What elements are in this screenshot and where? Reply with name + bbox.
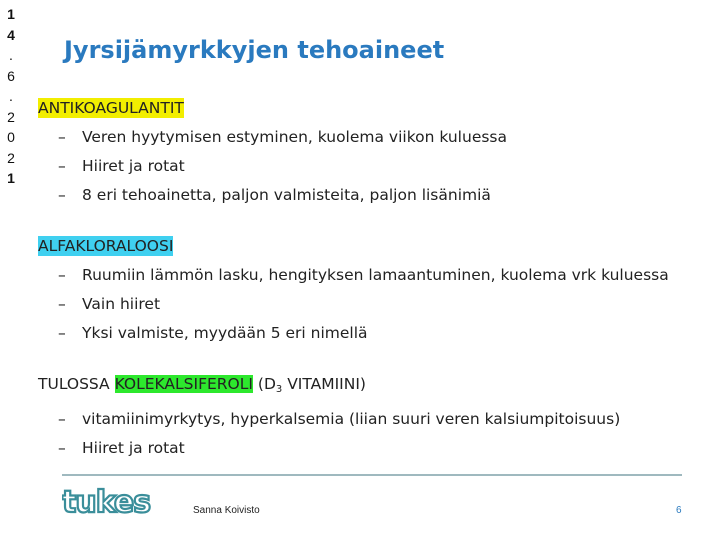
tukes-logo <box>62 484 156 518</box>
side-date-char: 2 <box>7 108 15 125</box>
side-date <box>4 4 18 189</box>
heading-after: (D <box>252 375 276 393</box>
bullet-dash: – <box>58 439 66 457</box>
heading-suffix: VITAMIINI) <box>282 375 366 393</box>
list-item <box>38 409 708 429</box>
list-item-text: Veren hyytymisen estyminen, kuolema viikon kuluessa <box>82 128 508 146</box>
side-date-char: . <box>9 47 13 63</box>
section-alfakloraloosi <box>38 236 708 343</box>
list-item-text: Ruumiin lämmön lasku, hengityksen lamaantuminen, kuolema vrk kuluessa <box>82 266 669 284</box>
side-date-char: 1 <box>7 170 15 186</box>
side-date-char: 6 <box>7 67 15 84</box>
bullet-dash: – <box>58 128 66 146</box>
section-antikoagulantit <box>38 98 708 205</box>
tukes-logo-text: tukes <box>62 485 151 518</box>
bullet-list <box>38 409 708 458</box>
bullet-dash: – <box>58 295 66 313</box>
footer-divider <box>62 474 682 476</box>
list-item-text: vitamiinimyrkytys, hyperkalsemia (liian suuri veren kalsiumpitoisuus) <box>82 410 621 428</box>
bullet-dash: – <box>58 186 66 204</box>
side-date-char: 0 <box>7 129 15 145</box>
list-item-text: 8 eri tehoainetta, paljon valmisteita, paljon lisänimiä <box>82 186 491 204</box>
bullet-dash: – <box>58 324 66 342</box>
list-item <box>38 127 708 147</box>
list-item-text: Hiiret ja rotat <box>82 157 185 175</box>
list-item <box>38 156 708 176</box>
side-date-char: 2 <box>7 149 15 166</box>
bullet-list <box>38 265 708 343</box>
section-heading <box>38 374 366 400</box>
list-item <box>38 294 708 314</box>
list-item-text: Yksi valmiste, myydään 5 eri nimellä <box>82 324 368 342</box>
list-item <box>38 323 708 343</box>
list-item <box>38 438 708 458</box>
heading-subscript: 3 <box>275 384 283 395</box>
page-number: 6 <box>676 505 682 516</box>
side-date-char: 1 <box>7 6 15 22</box>
side-date-char: 4 <box>7 26 15 43</box>
list-item <box>38 265 708 285</box>
heading-highlighted: KOLEKALSIFEROLI <box>114 375 253 393</box>
bullet-dash: – <box>58 266 66 284</box>
bullet-list <box>38 127 708 205</box>
list-item <box>38 185 708 205</box>
heading-prefix: TULOSSA <box>38 375 115 393</box>
side-date-char: . <box>9 88 13 104</box>
list-item-text: Hiiret ja rotat <box>82 439 185 457</box>
section-kolekalsiferoli <box>38 374 708 458</box>
section-heading: ANTIKOAGULANTIT <box>38 99 184 117</box>
bullet-dash: – <box>58 157 66 175</box>
footer-author: Sanna Koivisto <box>193 505 260 516</box>
bullet-dash: – <box>58 410 66 428</box>
section-heading: ALFAKLORALOOSI <box>38 237 174 255</box>
list-item-text: Vain hiiret <box>82 295 161 313</box>
slide-title: Jyrsijämyrkkyjen tehoaineet <box>64 36 445 64</box>
